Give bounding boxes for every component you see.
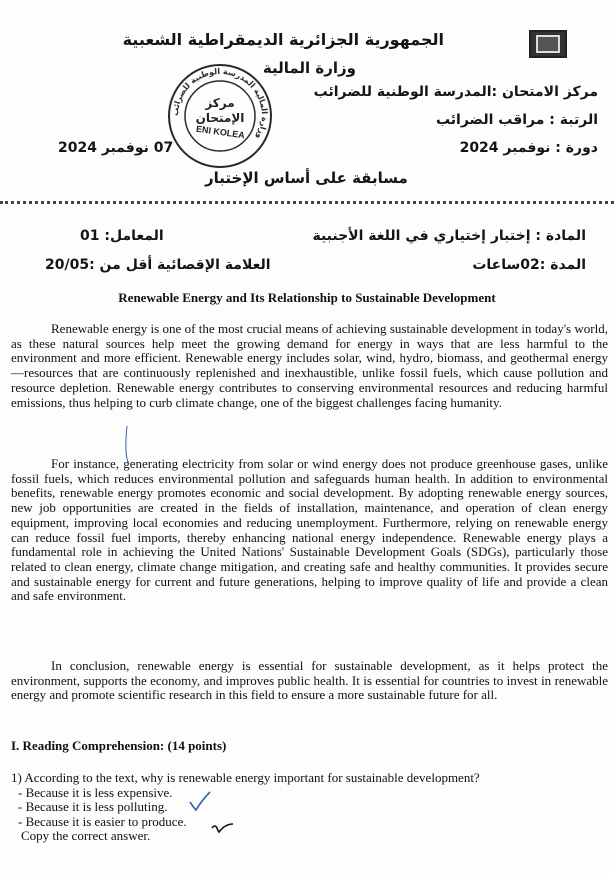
paragraph-3-text: In conclusion, renewable energy is essential for sustainable development, as it helps protect the environment, supports the economy, and improves public health. It is essential for countries to invest in renewable energy and promote scientific research in this field to ensure a more sustainable future for all. xyxy=(11,658,608,703)
stamp-line-1: مركز xyxy=(205,96,235,110)
session: دورة : نوفمبر 2024 xyxy=(459,140,598,156)
option-3: - Because it is easier to produce. xyxy=(18,813,187,829)
competition-title: مسابقة على أساس الإختبار xyxy=(205,169,408,187)
coefficient: المعامل: 01 xyxy=(80,228,164,244)
question-1-prompt: 1) According to the text, why is renewable energy important for sustainable development? xyxy=(11,770,480,785)
section-heading: I. Reading Comprehension: (14 points) xyxy=(11,738,227,753)
eliminatory-mark: العلامة الإقصائية أقل من :20/05 xyxy=(45,257,271,273)
question-1-instruction: Copy the correct answer. xyxy=(21,828,151,843)
paragraph-1-text: Renewable energy is one of the most crucial means of achieving sustainable development in today's world, as these natural sources help meet the growing demand for energy in ways that are less harmful to the environment and more efficient. Renewable energy includes solar, wind, hydro, biomass, and geothermal energy—resources that are continuously replenished and inexhaustible, unlike fossil fuels, which cause pollution and resource depletion. Renewable energy contributes to conserving environmental resources and reducing harmful emissions, thus helping to curb climate change, one of the biggest challenges facing humanity. xyxy=(11,321,608,410)
ministry-name: وزارة المالية xyxy=(262,59,356,77)
rank: الرتبة : مراقب الضرائب xyxy=(435,112,598,128)
paragraph-2-text: For instance, generating electricity from solar or wind energy does not produce greenhouse gases, unlike fossil fuels, which reduces environmental pollution and safeguards human health. In addition to environmental benefits, renewable energy promotes economic and social development. By adopting renewable energy sources, new job opportunities are created in the fields of installation, maintenance, and operation of clean energy equipment, improving local economies and reducing unemployment. Furthermore, relying on renewable energy can reduce fossil fuel imports, thereby enhancing national energy independence. Renewable energy plays a fundamental role in achieving the United Nations' Sustainable Development Goals (SDGs), particularly those related to clean energy, climate change mitigation, and creating safe and healthy communities. It provides secure and sustainable energy for current and future generations, helping to improve quality of life and provide a clean and safe environment. xyxy=(11,456,608,604)
subject: المادة : إختبار إختياري في اللغة الأجنبية xyxy=(312,228,586,244)
check-mark-icon xyxy=(190,792,210,810)
exam-center: مركز الامتحان :المدرسة الوطنية للضرائب xyxy=(313,84,598,100)
duration: المدة :02ساعات xyxy=(472,257,586,273)
pen-stroke-icon xyxy=(126,426,129,464)
exam-date: 07 نوفمبر 2024 xyxy=(58,140,174,156)
option-2: - Because it is less polluting. xyxy=(18,799,168,814)
option-1: - Because it is less expensive. xyxy=(18,784,173,800)
stamp-ring-text: وزارة المالية المدرسة الوطنية للضرائب xyxy=(170,66,270,141)
republic-name: الجمهورية الجزائرية الديمقراطية الشعبية xyxy=(122,30,444,49)
tick-mark-icon xyxy=(212,824,233,832)
stamp-line-2: الإمتحان xyxy=(195,111,245,125)
text-title: Renewable Energy and Its Relationship to Sustainable Development xyxy=(118,290,496,305)
stamp-line-3: ENI KOLEA xyxy=(195,123,246,141)
